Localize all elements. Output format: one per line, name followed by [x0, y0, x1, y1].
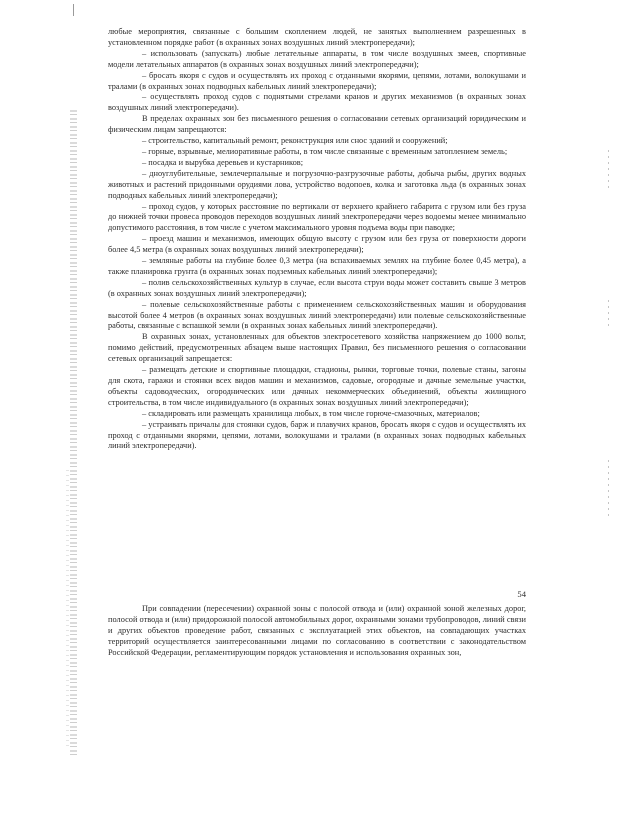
list-item: – строительство, капитальный ремонт, реконструкция или снос зданий и сооружений; — [142, 136, 448, 146]
list-item: – проход судов, у которых расстояние по вертикали от верхнего крайнего габарита с грузом или без груза до нижней точки провеса проводов переходов воздушных линий электропередачи через водоемы менее минимально допустимого расстояния, в том числе с учетом максимального уровня подъема воды при паводке; — [108, 201, 526, 233]
list-item: – осуществлять проход судов с поднятыми стрелами кранов и других механизмов (в охранных зонах воздушных линий электропередачи). — [108, 92, 526, 113]
scan-margin-mark — [608, 300, 609, 330]
paragraph: При совпадении (пересечении) охранной зоны с полосой отвода и (или) охранной зоной железных дорог, полосой отвода и (или) придорожной полосой автомобильных дорог, охранными зонами трубопроводов, линий связи и других объектов проведение работ, связанных с эксплуатацией этих объектов, на совпадающих участках территорий осуществляется заинтересованными лицами по согласованию в соответствии с законодательством Российской Федерации, регламентирующим порядок установления и использования охранных зон, — [108, 604, 526, 657]
list-item: – полевые сельскохозяйственные работы с применением сельскохозяйственных машин и оборудования высотой более 4 метров (в охранных зонах воздушных линий электропередачи) или полевые сельскохозяйственные работы, связанные с вспашкой земли (в охранных зонах кабельных линий электропередачи). — [108, 299, 526, 331]
list-item: – полив сельскохозяйственных культур в случае, если высота струи воды может составить свыше 3 метров (в охранных зонах воздушных линий электропередачи); — [108, 277, 526, 298]
paragraph: В пределах охранных зон без письменного решения о согласовании сетевых организаций юридическим и физическим лицам запрещаются: — [108, 114, 526, 135]
scan-margin-mark — [608, 460, 609, 520]
scan-binding-strip-secondary — [66, 470, 69, 750]
list-item: – использовать (запускать) любые летательные аппараты, в том числе воздушных змеев, спортивные модели летательных аппаратов (в охранных зонах воздушных линий электропередачи); — [108, 48, 526, 69]
list-item: – размещать детские и спортивные площадки, стадионы, рынки, торговые точки, полевые станы, загоны для скота, гаражи и стоянки всех видов машин и механизмов, садовые, огородные и дачные земельные участки, объекты садоводческих, огороднических или дачных некоммерческих объединений, объекты жилищного строительства, в том числе индивидуального (в охранных зонах воздушных линий электропередачи); — [108, 365, 526, 407]
list-item: – дноуглубительные, землечерпальные и погрузочно-разгрузочные работы, добыча рыбы, других водных животных и растений придонными орудиями лова, устройство водопоев, колка и заготовка льда (в охранных зонах подводных кабельных линий электропередачи); — [108, 168, 526, 200]
list-item: – проезд машин и механизмов, имеющих общую высоту с грузом или без груза от поверхности дороги более 4,5 метра (в охранных зонах воздушных линий электропередачи); — [108, 234, 526, 255]
scan-edge-mark — [73, 4, 74, 16]
scan-margin-mark — [608, 150, 609, 190]
list-item: – складировать или размещать хранилища любых, в том числе горюче-смазочных, материалов; — [142, 408, 480, 418]
paragraph-continuation: любые мероприятия, связанные с большим скоплением людей, не занятых выполнением разрешенных в установленном порядке работ (в охранных зонах воздушных линий электропередачи); — [108, 27, 526, 47]
document-body — [108, 27, 526, 452]
list-item: – земляные работы на глубине более 0,3 метра (на вспахиваемых землях на глубине более 0,45 метра), а также планировка грунта (в охранных зонах подземных кабельных линий электропередачи); — [108, 256, 526, 276]
scan-binding-strip — [70, 110, 77, 755]
list-item: – устраивать причалы для стоянки судов, барж и плавучих кранов, бросать якоря с судов и осуществлять их проход с отданными якорями, цепями, лотами, волокушами и тралами (в охранных зонах подводных кабельных линий электропередачи). — [108, 419, 526, 451]
list-item: – горные, взрывные, мелиоративные работы, в том числе связанные с временным затоплением земель; — [142, 146, 508, 156]
page-number: 54 — [517, 589, 526, 599]
document-body-lower — [108, 604, 526, 659]
list-item: – бросать якоря с судов и осуществлять их проход с отданными якорями, цепями, лотами, волокушами и тралами (в охранных зонах подводных кабельных линий электропередачи); — [108, 70, 526, 91]
paragraph: В охранных зонах, установленных для объектов электросетевого хозяйства напряжением до 1000 вольт, помимо действий, предусмотренных абзацем выше настоящих Правил, без письменного решения о согласовании сетевых организаций запрещается: — [108, 332, 526, 364]
list-item: – посадка и вырубка деревьев и кустарников; — [142, 157, 304, 167]
